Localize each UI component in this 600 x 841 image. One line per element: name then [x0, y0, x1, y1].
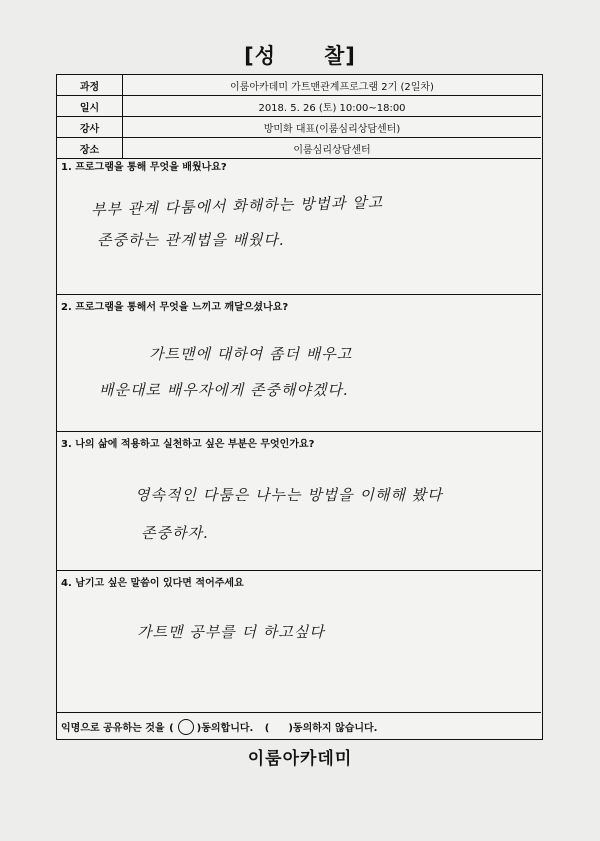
consent-text: 익명으로 공유하는 것을	[61, 723, 165, 734]
open-paren: (	[169, 723, 174, 734]
info-value: 2018. 5. 26 (토) 10:00~18:00	[258, 102, 406, 114]
info-row-course	[57, 75, 541, 96]
info-label: 강사	[57, 117, 123, 137]
info-row-instructor	[57, 117, 541, 138]
title-right: 찰]	[324, 44, 356, 68]
handwritten-answer-line: 존중하는 관계법을 배웠다.	[97, 231, 285, 249]
question-prompt: 1. 프로그램을 통해 무엇을 배웠나요?	[61, 162, 227, 173]
question-prompt: 2. 프로그램을 통해서 무엇을 느끼고 깨달으셨나요?	[61, 302, 289, 313]
info-label: 장소	[57, 138, 123, 158]
handwritten-answer-line: 존중하자.	[141, 524, 209, 542]
reflection-form	[56, 74, 543, 740]
info-row-date	[57, 96, 541, 117]
question-section-3	[57, 432, 541, 571]
title-left: [성	[244, 44, 276, 68]
question-section-1	[57, 155, 541, 295]
handwritten-answer-line: 가트맨 공부를 더 하고싶다	[137, 623, 325, 641]
agree-text[interactable]: )동의합니다.	[196, 723, 254, 734]
info-table	[57, 75, 541, 159]
info-label: 과정	[57, 75, 123, 95]
open-paren: (	[264, 723, 270, 734]
circle-mark-icon	[178, 719, 194, 735]
info-value: 방미화 대표(이룸심리상담센터)	[263, 123, 401, 135]
question-section-4	[57, 571, 541, 713]
handwritten-answer-line: 부부 관계 다툼에서 화해하는 방법과 알고	[90, 193, 384, 219]
page-title	[0, 40, 600, 70]
info-label: 일시	[57, 96, 123, 116]
info-value: 이룸아카데미 가트맨관계프로그램 2기 (2일차)	[230, 81, 434, 93]
question-section-2	[57, 295, 541, 432]
question-prompt: 4. 남기고 싶은 말씀이 있다면 적어주세요	[61, 578, 244, 589]
consent-row	[61, 719, 377, 736]
handwritten-answer-line: 영속적인 다툼은 나누는 방법을 이해해 봤다	[135, 486, 443, 504]
question-prompt: 3. 나의 삶에 적용하고 실천하고 싶은 부분은 무엇인가요?	[61, 439, 315, 450]
disagree-text[interactable]: )동의하지 않습니다.	[288, 723, 378, 734]
handwritten-answer-line: 배운대로 배우자에게 존중해야겠다.	[99, 381, 349, 399]
academy-name: 이룸아카데미	[247, 749, 353, 769]
handwritten-answer-line: 가트맨에 대하여 좀더 배우고	[149, 345, 353, 363]
info-value: 이룸심리상담센터	[293, 144, 371, 156]
